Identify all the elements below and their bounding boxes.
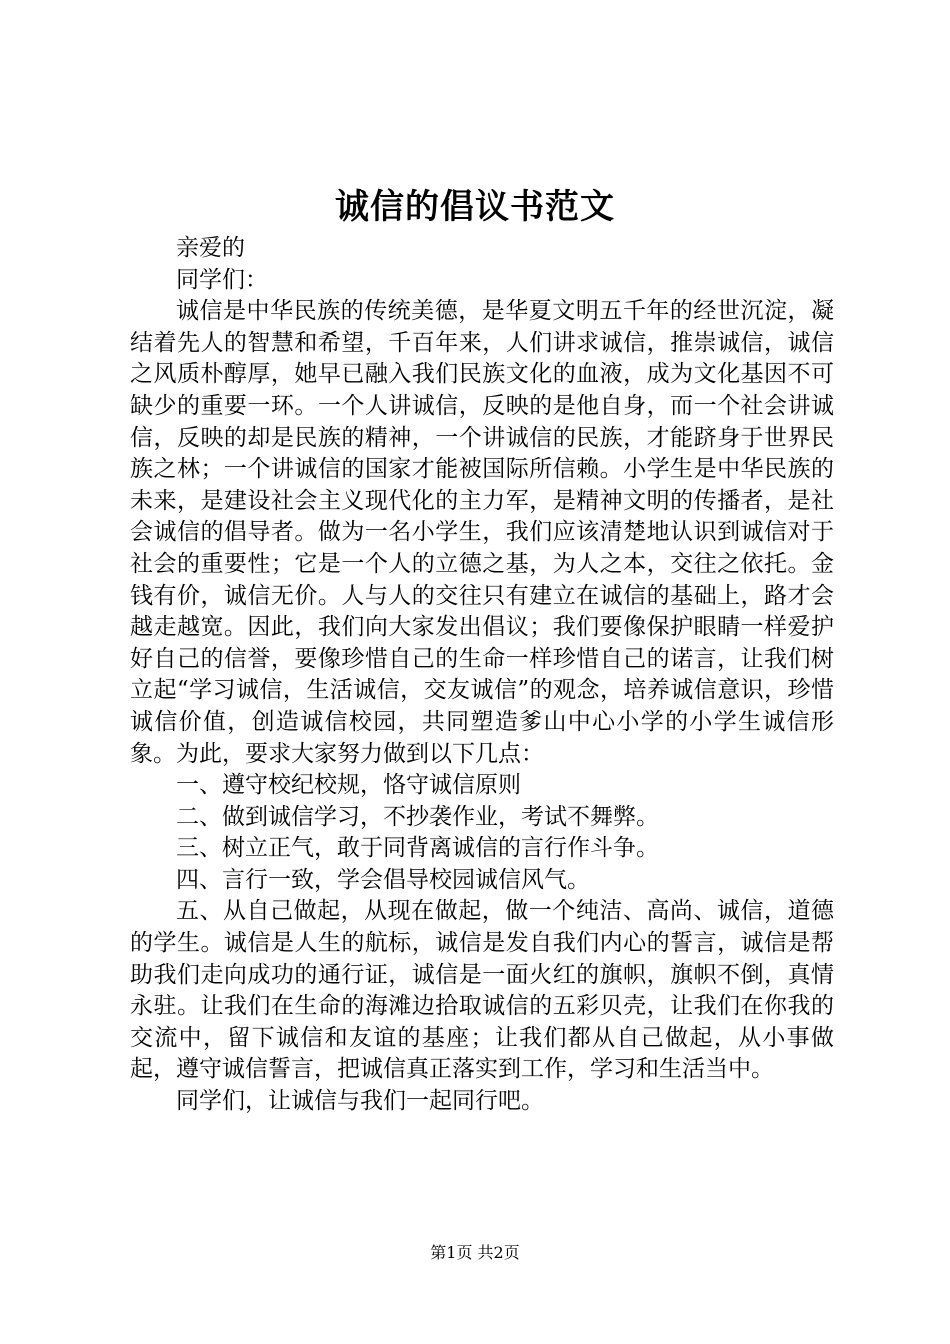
body-paragraph-intro: 诚信是中华民族的传统美德，是华夏文明五千年的经世沉淀，凝结着先人的智慧和希望，千百年来，人们讲求诚信，推崇诚信，诚信之风质朴醇厚，她早已融入我们民族文化的血液，成为文化基因不可缺少的重要一环。一个人讲诚信，反映的是他自身，而一个社会讲诚信，反映的却是民族的精神，一个讲诚信的民族，才能跻身于世界民族之林；一个讲诚信的国家才能被国际所信赖。小学生是中华民族的未来，是建设社会主义现代化的主力军，是精神文明的传播者，是社会诚信的倡导者。做为一名小学生，我们应该清楚地认识到诚信对于社会的重要性；它是一个人的立德之基，为人之本，交往之依托。金钱有价，诚信无价。人与人的交往只有建立在诚信的基础上，路才会越走越宽。因此，我们向大家发出倡议；我们要像保护眼睛一样爱护好自己的信誉，要像珍惜自己的生命一样珍惜自己的诺言，让我们树立起“学习诚信，生活诚信，交友诚信”的观念，培养诚信意识，珍惜诚信价值，创造诚信校园，共同塑造爹山中心小学的小学生诚信形象。为此，要求大家努力做到以下几点： bbox=[130, 298, 834, 767]
page-footer: 第1页 共2页 bbox=[430, 1243, 520, 1262]
list-item-5: 五、从自己做起，从现在做起，做一个纯洁、高尚、诚信，道德的学生。诚信是人生的航标，诚信是发自我们内心的誓言，诚信是帮助我们走向成功的通行证，诚信是一面火红的旗帜，旗帜不倒，真情永驻。让我们在生命的海滩边拾取诚信的五彩贝壳，让我们在你我的交流中，留下诚信和友谊的基座；让我们都从自己做起，从小事做起，遵守诚信誓言，把诚信真正落实到工作，学习和生活当中。 bbox=[130, 898, 834, 1083]
list-item-2: 二、做到诚信学习，不抄袭作业，考试不舞弊。 bbox=[176, 803, 659, 830]
document-body bbox=[130, 233, 834, 1118]
document-title: 诚信的倡议书范文 bbox=[335, 187, 615, 227]
salutation-line-2: 同学们： bbox=[176, 266, 268, 293]
list-item-3: 三、树立正气，敢于同背离诚信的言行作斗争。 bbox=[176, 835, 659, 862]
salutation-line-1: 亲爱的 bbox=[176, 235, 245, 261]
list-item-1: 一、遵守校纪校规，恪守诚信原则 bbox=[176, 772, 521, 799]
list-item-4: 四、言行一致，学会倡导校园诚信风气。 bbox=[176, 866, 590, 893]
closing-line: 同学们，让诚信与我们一起同行吧。 bbox=[176, 1088, 544, 1115]
